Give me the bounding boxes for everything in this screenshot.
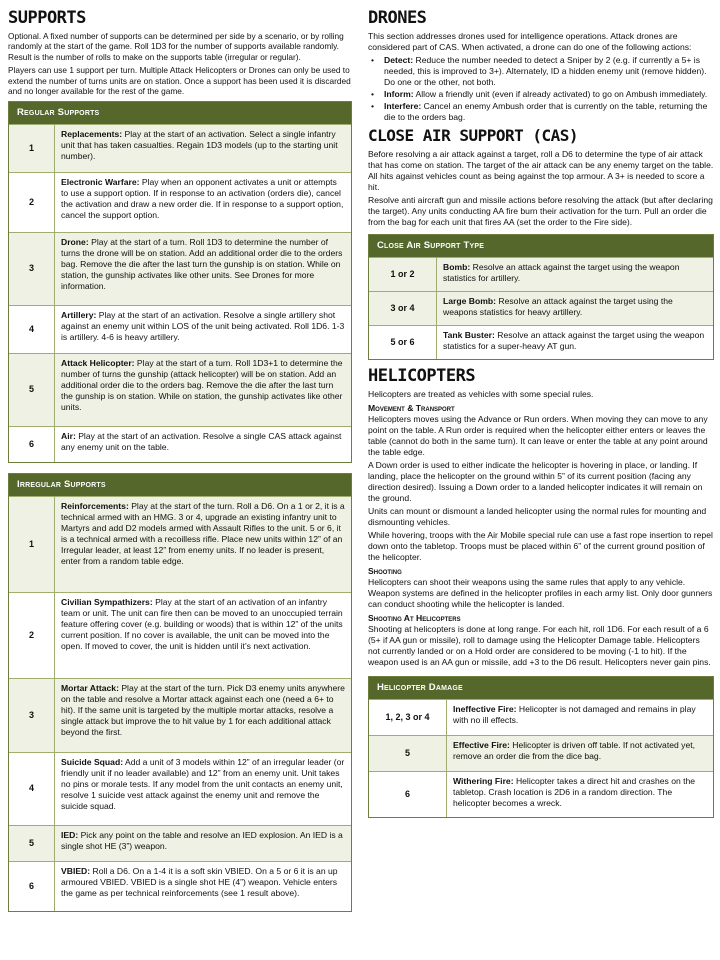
cas-type-table	[368, 234, 714, 360]
row-text	[55, 826, 351, 861]
row-text	[55, 679, 351, 752]
shooting-at-paragraph: Shooting at helicopters is done at long range. For each hit, roll 1D6. For each result of a 6 (5+ if AA gun or missile), roll to damage using the Helicopter Damage table. Helicopters not currently landed or on a Hold order are considered to be moving (-1 to hit). If the weapon used is an AA gun or missile, add +3 to the D6 result. Helicopters never gain pins.	[368, 624, 711, 668]
supports-intro-1: Optional. A fixed number of supports can be determined per side by a scenario, or by rolling randomly at the start of the game. Roll 1D3 for the number of supports available randomly. Result is the number of rolls to make on the supports table (irregular or regular).	[8, 31, 344, 62]
support-name: Reinforcements:	[61, 501, 129, 512]
row-text	[55, 753, 351, 825]
damage-name: Effective Fire:	[453, 740, 510, 751]
helicopters-intro: Helicopters are treated as vehicles with some special rules.	[368, 389, 594, 400]
row-text	[55, 233, 351, 305]
shooting-heading: Shooting	[368, 566, 402, 577]
support-name: Artillery:	[61, 309, 97, 320]
roll-number: 2	[9, 173, 55, 232]
roll-number: 6	[369, 772, 447, 817]
movement-paragraph-2: A Down order is used to either indicate the helicopter is hovering in place, or landing. If landing, place the helicopter on the ground within 5” of its current position (facing any direction desired). Issuing a Down order to a landed helicopter indicates it will remain on the ground.	[368, 460, 703, 504]
row-text	[55, 497, 351, 592]
support-name: Suicide Squad:	[61, 757, 124, 768]
roll-number: 5	[369, 736, 447, 771]
roll-number: 1, 2, 3 or 4	[369, 700, 447, 735]
row-text	[447, 772, 713, 817]
support-desc: Add a unit of 3 models within 12” of an irregular leader (or friendly unit if no leader available) and 12” from an enemy unit. Unit takes no pins or morale tests. If any model from the unit contacts an enemy unit, resolve 1 suicide vest attack against the enemy unit and remove the suicide squad.	[61, 757, 345, 812]
support-desc: Play at the start of an activation. Select a single infantry unit that has taken casualties. Regain 1D3 models (up to the starting unit number).	[61, 128, 338, 161]
irregular-supports-table	[8, 473, 352, 912]
row-text	[55, 593, 351, 678]
left-column	[8, 8, 352, 912]
support-name: Air:	[61, 430, 76, 441]
row-text	[55, 125, 351, 172]
support-desc: Play at the start of an activation. Resolve a single artillery shot against an enemy unit within LOS of the unit being activated. Roll 1D6. 1-3 is artillery. 4-6 is heavy artillery.	[61, 309, 345, 342]
roll-number: 5	[9, 826, 55, 861]
action-name: Detect:	[384, 55, 414, 65]
attack-desc: Resolve an attack against the target using the weapon statistics for a super-heavy AT gun.	[443, 330, 705, 352]
row-text	[55, 427, 351, 462]
row-text	[437, 258, 713, 291]
roll-number: 4	[9, 753, 55, 825]
shooting-at-heading: Shooting At Helicopters	[368, 613, 461, 624]
shooting-paragraph: Helicopters can shoot their weapons using the same rules that apply to any vehicle. Weapon systems are defined in the helicopter profiles in each army list. Only door gunners can conduct shooting while the helicopter is landed.	[368, 577, 713, 610]
cas-type-header: Close Air Support Type	[369, 235, 713, 257]
table-row	[369, 325, 713, 359]
right-column	[368, 8, 714, 818]
roll-number: 3 or 4	[369, 292, 437, 325]
attack-name: Bomb:	[443, 262, 471, 273]
table-row	[9, 124, 351, 172]
table-row	[9, 496, 351, 592]
supports-title: SUPPORTS	[8, 8, 86, 28]
cas-title: CLOSE AIR SUPPORT (CAS)	[368, 126, 579, 145]
attack-name: Large Bomb:	[443, 296, 496, 307]
support-name: VBIED:	[61, 866, 91, 877]
table-row	[9, 305, 351, 353]
helicopter-damage-table	[368, 676, 714, 818]
table-row	[9, 353, 351, 426]
roll-number: 5 or 6	[369, 326, 437, 359]
row-text	[437, 292, 713, 325]
support-desc: Play at the start of the turn. Pick D3 enemy units anywhere on the table and resolve a Mortar attack against each one (need a 6+ to hit). If the same unit is targeted by the multiple mortar attacks, resolve a single attack but improve the to hit value by 1 for each additional attack beyond the first.	[61, 683, 345, 738]
table-row	[369, 291, 713, 325]
row-text	[447, 700, 713, 735]
regular-supports-table	[8, 101, 352, 463]
helicopter-damage-header: Helicopter Damage	[369, 677, 713, 699]
roll-number: 1	[9, 125, 55, 172]
damage-desc: Helicopter is driven off table. If not activated yet, remove an order die from the dice bag.	[453, 740, 696, 762]
regular-supports-header: Regular Supports	[9, 102, 351, 124]
action-desc: Cancel an enemy Ambush order that is currently on the table, returning the die to the orders bag.	[384, 101, 708, 122]
roll-number: 6	[9, 427, 55, 462]
support-desc: Play at the start of an activation. Resolve a single CAS attack against any enemy unit on the table.	[61, 430, 342, 452]
damage-desc: Helicopter takes a direct hit and crashes on the tabletop. Crash location is 2D6 in a random direction. The helicopter becomes a wreck.	[453, 776, 696, 809]
roll-number: 4	[9, 306, 55, 353]
roll-number: 6	[9, 862, 55, 911]
roll-number: 1 or 2	[369, 258, 437, 291]
list-item	[368, 89, 714, 100]
drone-actions-list	[368, 55, 714, 123]
row-text	[437, 326, 713, 359]
table-row	[369, 257, 713, 291]
movement-paragraph-4: While hovering, troops with the Air Mobile special rule can use a fast rope insertion to repel down onto the tabletop. Troops must be placed within 6” of the current ground position of the helicopter.	[368, 530, 713, 563]
roll-number: 3	[9, 233, 55, 305]
movement-paragraph-3: Units can mount or dismount a landed helicopter using the normal rules for mounting and dismounting vehicles.	[368, 506, 707, 528]
movement-paragraph-1: Helicopters moves using the Advance or Run orders. When moving they can move to any point on the table. A Run order is required when the helicopter either enters or leaves the table (cannot do both in the same turn). It can leave or enter the table at any point around the table edge.	[368, 414, 708, 458]
table-row	[9, 172, 351, 232]
support-name: Attack Helicopter:	[61, 357, 135, 368]
table-row	[369, 699, 713, 735]
support-desc: Play when an opponent activates a unit or attempts to use a support option. If in response to an activation (orders die), cancel the activation and draw a new order die. If in response to a support option, cancel the support option.	[61, 176, 344, 220]
support-desc: Play at the start of a turn. Roll 1D3+1 to determine the number of turns the gunship (attack helicopter) will be on station. Add an additional order die to the orders bag. Remove the die after the last turn the gunship is on station. While on station, the gunship activates like other units.	[61, 357, 343, 412]
table-row	[9, 678, 351, 752]
support-name: IED:	[61, 830, 79, 841]
support-name: Replacements:	[61, 128, 123, 139]
support-desc: Play at the start of the turn. Roll a D6. On a 1 or 2, it is a technical armed with an HMG. 3 or 4, upgrade an existing infantry unit to Martyrs and add D2 models armed with Assault Rifles to the unit. 5 or 6, it is a technical armed with a recoilless rifle. Place new units within 12” of an Irregular leader, at least 12” from enemy units. If no leader is present, enter from a random table edge.	[61, 501, 345, 567]
table-row	[9, 592, 351, 678]
list-item	[368, 55, 714, 88]
table-row	[9, 232, 351, 305]
action-name: Inform:	[384, 89, 414, 99]
supports-intro-2: Players can use 1 support per turn. Multiple Attack Helicopters or Drones can only be used to extend the number of turns units are on station. Once a support has been used it is discarded and no longer available for the rest of the game.	[8, 65, 351, 97]
damage-desc: Helicopter is not damaged and remains in play with no ill effects.	[453, 704, 696, 726]
row-text	[55, 306, 351, 353]
table-row	[9, 825, 351, 861]
damage-name: Ineffective Fire:	[453, 704, 517, 715]
support-desc: Play at the start of a turn. Roll 1D3 to determine the number of turns the drone will be on station. Add an additional order die to the orders bag. Remove the die after the last turn the gunship is on station. While on station, the gunship activates like other units. See Drones for more information.	[61, 236, 343, 291]
support-name: Civilian Sympathizers:	[61, 597, 153, 608]
roll-number: 3	[9, 679, 55, 752]
bullet-icon: •	[371, 89, 375, 99]
support-name: Mortar Attack:	[61, 683, 119, 694]
row-text	[447, 736, 713, 771]
damage-name: Withering Fire:	[453, 776, 514, 787]
bullet-text	[384, 89, 714, 100]
cas-paragraph-1: Before resolving a air attack against a target, roll a D6 to determine the type of air attack that has come on station. The target of the air attack can be any enemy target on the table. All hits against vehicles count as being against the top armour. A 3+ is needed to score a hit.	[368, 149, 714, 192]
table-row	[9, 426, 351, 462]
table-row	[9, 752, 351, 825]
drones-intro: This section addresses drones used for intelligence operations. Attack drones are considered part of CAS. When activated, a drone can do one of the following actions:	[368, 31, 692, 52]
action-name: Interfere:	[384, 101, 422, 111]
action-desc: Reduce the number needed to detect a Sniper by 2 (e.g. if currently a 5+ is needed, this is improved to 3+). Alternately, ID a hidden enemy unit (remove hidden). Do one or the other, not both.	[384, 55, 707, 87]
movement-heading: Movement & Transport	[368, 403, 455, 414]
attack-name: Tank Buster:	[443, 330, 495, 341]
roll-number: 2	[9, 593, 55, 678]
bullet-icon: •	[371, 55, 375, 65]
drones-title: DRONES	[368, 8, 427, 28]
table-row	[9, 861, 351, 911]
support-desc: Pick any point on the table and resolve an IED explosion. An IED is a single shot HE (3”) weapon.	[61, 830, 343, 852]
bullet-icon: •	[371, 101, 375, 111]
helicopters-title: HELICOPTERS	[368, 366, 476, 387]
table-row	[369, 771, 713, 817]
attack-desc: Resolve an attack against the target using the weapon statistics for artillery.	[443, 262, 680, 284]
row-text	[55, 173, 351, 232]
attack-desc: Resolve an attack against the target using the weapons statistics for heavy artillery.	[443, 296, 673, 318]
list-item	[368, 101, 714, 123]
support-name: Drone:	[61, 236, 89, 247]
roll-number: 1	[9, 497, 55, 592]
row-text	[55, 862, 351, 911]
support-desc: Roll a D6. On a 1-4 it is a soft skin VBIED. On a 5 or 6 it is an up armoured VBIED. VBIED is a single shot HE (4”) weapon. Vehicle enters the game as per technical reinforcements (see 1 result above).	[61, 866, 338, 899]
cas-paragraph-2: Resolve anti aircraft gun and missile actions before resolving the attack (but after declaring the target). Any units conducting AA fire burn their activation for the turn. Pull an order die from the bag for each unit that fires AA (set the order to the Fire side).	[368, 195, 713, 227]
roll-number: 5	[9, 354, 55, 426]
action-desc: Allow a friendly unit (even if already activated) to go on Ambush immediately.	[413, 89, 708, 99]
support-name: Electronic Warfare:	[61, 176, 140, 187]
row-text	[55, 354, 351, 426]
support-desc: Play at the start of an activation of an infantry team or unit. The unit can fire then can be moved to an unoccupied terrain feature offering cover (e.g. building or woods) that is within 12” of the units current position. If no cover is available, the unit can be moved into the open. If moved to cover, the unit is hidden until it’s next activation.	[61, 597, 343, 652]
bullet-text	[384, 101, 714, 123]
irregular-supports-header: Irregular Supports	[9, 474, 351, 496]
table-row	[369, 735, 713, 771]
bullet-text	[384, 55, 714, 88]
